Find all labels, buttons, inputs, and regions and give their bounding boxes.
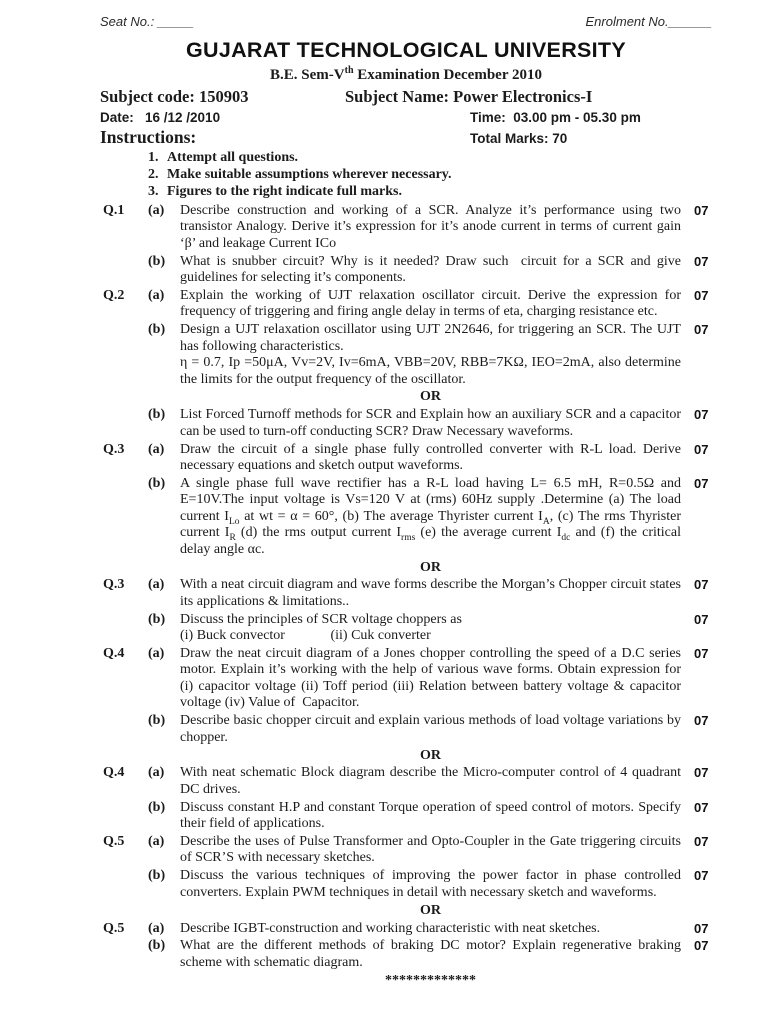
or-separator: OR — [420, 747, 441, 763]
question-part-label: (b) — [148, 407, 166, 423]
question-part-row — [103, 938, 712, 971]
question-number: Q.4 — [103, 646, 125, 662]
total-marks: Total Marks: 70 — [470, 131, 568, 146]
question-number: Q.1 — [103, 203, 125, 218]
question-paragraph — [180, 612, 681, 628]
question-text — [180, 203, 681, 252]
question-marks: 07 — [694, 577, 709, 593]
or-separator: OR — [420, 559, 441, 575]
question-text — [180, 476, 681, 558]
question-marks: 07 — [694, 834, 709, 850]
question-part-label: (b) — [148, 253, 166, 269]
question-text — [180, 612, 681, 645]
question-marks: 07 — [694, 646, 709, 662]
question-number: Q.4 — [103, 765, 125, 781]
exam-date: Date: 16 /12 /2010 — [100, 110, 221, 125]
question-paragraph — [180, 442, 681, 475]
question-part-row — [103, 407, 712, 440]
or-separator-row — [103, 389, 712, 405]
text-run: at wt = α = 60°, (b) The average Thyrister current I — [239, 508, 543, 524]
exam-session-ordinal: th — [344, 65, 354, 76]
question-number: Q.3 — [103, 441, 125, 457]
text-sub: Lo — [228, 516, 240, 527]
question-number: Q.3 — [103, 577, 125, 593]
questions-list — [103, 203, 712, 989]
question-text — [180, 254, 681, 287]
question-part-row — [103, 834, 712, 867]
exam-session-prefix: B.E. Sem-V — [270, 67, 345, 83]
question-part-label: (b) — [148, 938, 166, 954]
text-run: Draw the neat circuit diagram of a Jones chopper controlling the speed of a D.C series motor. Explain it’s working with the help of various wave forms. Obtain expression for (i) capacitor voltage (ii) Toff period (iii) Relation between battery voltage & capacitor voltage (iv) Value of Capacitor. — [180, 646, 681, 711]
text-sub: rms — [401, 533, 416, 544]
instruction-item — [148, 149, 712, 166]
question-part-label: (b) — [148, 713, 166, 729]
text-run: What is snubber circuit? Why is it needed? Draw such circuit for a SCR and give guidelines for selecting it’s components. — [180, 253, 681, 286]
question-paragraph — [180, 921, 681, 937]
question-paragraph — [180, 628, 681, 644]
text-run: Draw the circuit of a single phase fully controlled converter with R-L load. Derive necessary equations and sketch output waveforms. — [180, 441, 681, 474]
question-part-row — [103, 322, 712, 388]
text-run: Discuss constant H.P and constant Torque operation of speed control of motors. Specify their field of applications. — [180, 799, 681, 832]
instructions-list — [148, 149, 712, 200]
question-marks: 07 — [694, 288, 709, 304]
text-run: (d) the rms output current I — [235, 525, 402, 541]
question-part-label: (b) — [148, 868, 166, 884]
question-paragraph — [180, 834, 681, 867]
end-stars: ************* — [385, 972, 476, 988]
date-time-row — [100, 110, 712, 125]
question-part-row — [103, 612, 712, 645]
question-marks: 07 — [694, 322, 709, 338]
question-part-label: (b) — [148, 611, 166, 627]
question-text — [180, 407, 681, 440]
question-part-row — [103, 921, 712, 937]
or-separator-row — [103, 560, 712, 576]
text-run: Discuss the principles of SCR voltage choppers as — [180, 611, 462, 627]
question-part-row — [103, 577, 712, 610]
question-paragraph — [180, 254, 681, 287]
question-number: Q.5 — [103, 920, 125, 936]
question-paragraph — [180, 203, 681, 252]
or-separator-row — [103, 748, 712, 764]
question-part-label: (b) — [148, 799, 166, 815]
question-text — [180, 646, 681, 712]
question-paragraph — [180, 288, 681, 321]
text-run: Describe basic chopper circuit and explain various methods of load voltage variations by chopper. — [180, 713, 681, 745]
question-part-label: (b) — [148, 476, 166, 491]
question-text — [180, 442, 681, 475]
question-paragraph — [180, 355, 681, 388]
question-paragraph — [180, 713, 681, 746]
instruction-item — [148, 166, 712, 183]
question-marks: 07 — [694, 441, 709, 457]
text-run: Design a UJT relaxation oscillator using UJT 2N2646, for triggering an SCR. The UJT has following characteristics. — [180, 322, 681, 354]
instruction-number: 3. — [148, 184, 159, 199]
question-marks: 07 — [694, 938, 709, 954]
question-part-label: (a) — [148, 441, 165, 457]
question-part-row — [103, 800, 712, 833]
subject-name: Subject Name: Power Electronics-I — [345, 87, 593, 106]
question-text — [180, 938, 681, 971]
text-run: , (c) The rms Thyrister current I — [180, 508, 681, 541]
question-part-row — [103, 203, 712, 252]
question-text — [180, 765, 681, 798]
question-part-row — [103, 288, 712, 321]
instruction-item — [148, 183, 712, 200]
question-part-label: (a) — [148, 920, 165, 936]
text-sub: R — [229, 533, 236, 544]
question-part-label: (a) — [148, 577, 165, 593]
instruction-number: 1. — [148, 150, 159, 165]
question-part-label: (a) — [148, 646, 165, 662]
question-paragraph — [180, 646, 681, 712]
text-run: Describe construction and working of a SCR. Analyze it’s performance using two transistor Analogy. Derive it’s expression for it’s anode current in terms of current gain ‘β’ and leakage Current ICo — [180, 203, 681, 251]
question-marks: 07 — [694, 476, 709, 491]
text-run: Describe the uses of Pulse Transformer and Opto-Coupler in the Gate triggering circuits of SCR’S with necessary sketches. — [180, 834, 681, 866]
text-run: η = 0.7, Ip =50μA, Vv=2V, Iv=6mA, VBB=20V, RBB=7KΩ, IEO=2mA, also determine the limits for the output frequency of the oscillator. — [180, 355, 681, 387]
or-separator-row — [103, 903, 712, 919]
text-run: With a neat circuit diagram and wave forms describe the Morgan’s Chopper circuit states its applications & limitations.. — [180, 577, 681, 609]
question-marks: 07 — [694, 920, 709, 936]
exam-time: Time: 03.00 pm - 05.30 pm — [470, 110, 641, 125]
subject-row — [100, 87, 712, 107]
question-marks: 07 — [694, 407, 709, 423]
question-marks: 07 — [694, 253, 709, 269]
subject-code: Subject code: 150903 — [100, 87, 249, 106]
question-text — [180, 713, 681, 746]
question-part-row — [103, 646, 712, 712]
question-marks: 07 — [694, 765, 709, 781]
question-marks: 07 — [694, 203, 709, 218]
instruction-text: Make suitable assumptions wherever necessary. — [167, 167, 452, 182]
university-title: GUJARAT TECHNOLOGICAL UNIVERSITY — [185, 38, 627, 62]
instructions-header-row — [100, 127, 712, 148]
end-stars-row — [103, 973, 712, 989]
question-part-label: (a) — [148, 834, 165, 850]
question-marks: 07 — [694, 868, 709, 884]
question-part-row — [103, 868, 712, 901]
question-paragraph — [180, 322, 681, 355]
exam-session-line — [100, 65, 712, 84]
question-text — [180, 800, 681, 833]
text-run: Explain the working of UJT relaxation oscillator circuit. Derive the expression for frequency of triggering and firing angle delay in terms of eta, charging resistance etc. — [180, 288, 681, 320]
question-number: Q.2 — [103, 288, 125, 304]
text-sub: dc — [561, 533, 571, 544]
question-part-row — [103, 476, 712, 558]
text-run: A single phase full wave rectifier has a R-L load having L= 6.5 mH, R=0.5Ω and E=10V.The input voltage is Vs=120 V at (rms) 60Hz supply .Determine (a) The load current I — [180, 476, 681, 524]
question-paragraph — [180, 868, 681, 901]
question-part-row — [103, 765, 712, 798]
enrolment-no-label: Enrolment No.______ — [585, 14, 712, 29]
question-part-row — [103, 254, 712, 287]
seat-no-label: Seat No.: _____ — [100, 14, 194, 29]
question-text — [180, 322, 681, 388]
question-part-row — [103, 442, 712, 475]
text-run: (i) Buck convector (ii) Cuk converter — [180, 628, 431, 644]
question-text — [180, 577, 681, 610]
text-run: With neat schematic Block diagram describe the Micro-computer control of 4 quadrant DC drives. — [180, 765, 681, 797]
text-run: What are the different methods of braking DC motor? Explain regenerative braking scheme with schematic diagram. — [180, 938, 681, 970]
text-sub: A — [542, 516, 550, 527]
question-text — [180, 868, 681, 901]
question-paragraph — [180, 800, 681, 833]
text-run: Describe IGBT-construction and working characteristic with neat sketches. — [180, 920, 601, 936]
question-marks: 07 — [694, 713, 709, 729]
question-text — [180, 834, 681, 867]
question-paragraph — [180, 765, 681, 798]
question-number: Q.5 — [103, 834, 125, 850]
question-part-label: (a) — [148, 765, 165, 781]
text-run: (e) the average current I — [415, 525, 562, 541]
instruction-number: 2. — [148, 167, 159, 182]
text-run: Discuss the various techniques of improving the power factor in phase controlled converters. Explain PWM techniques in detail with necessary sketch and waveforms. — [180, 868, 681, 900]
text-run: and (f) the critical delay angle αc. — [180, 525, 681, 557]
question-part-label: (a) — [148, 203, 165, 218]
instructions-label: Instructions: — [100, 127, 197, 147]
top-line — [100, 14, 712, 29]
or-separator: OR — [420, 902, 441, 918]
question-marks: 07 — [694, 611, 709, 627]
question-text — [180, 921, 681, 937]
question-text — [180, 288, 681, 321]
question-paragraph — [180, 476, 681, 558]
or-separator: OR — [420, 389, 441, 405]
question-part-label: (b) — [148, 322, 166, 338]
exam-session-suffix: Examination December 2010 — [353, 67, 542, 83]
question-part-row — [103, 713, 712, 746]
text-run: List Forced Turnoff methods for SCR and Explain how an auxiliary SCR and a capacitor can be used to turn-off conducting SCR? Draw Necessary waveforms. — [180, 407, 681, 439]
question-paragraph — [180, 407, 681, 440]
question-paragraph — [180, 938, 681, 971]
instruction-text: Figures to the right indicate full marks. — [167, 184, 403, 199]
question-paragraph — [180, 577, 681, 610]
instruction-text: Attempt all questions. — [167, 150, 299, 165]
question-marks: 07 — [694, 799, 709, 815]
question-part-label: (a) — [148, 288, 165, 304]
